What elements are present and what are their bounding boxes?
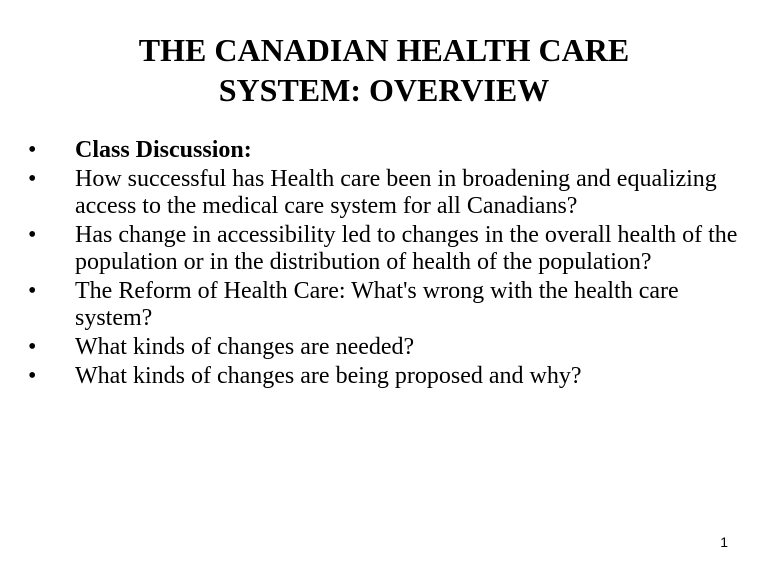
bullet-text: What kinds of changes are needed? <box>75 334 415 360</box>
bullet-icon: • <box>28 137 37 163</box>
slide-title <box>0 30 768 110</box>
bullet-icon: • <box>28 334 37 360</box>
bullet-text: Class Discussion: <box>75 137 252 163</box>
title-line-2: SYSTEM: OVERVIEW <box>218 72 550 108</box>
bullet-text: Has change in accessibility led to changes in the overall health of the population or in the distribution of health of the population? <box>75 222 738 275</box>
page-number: 1 <box>720 534 728 550</box>
list-item <box>28 222 748 276</box>
bullet-icon: • <box>28 278 37 304</box>
list-item <box>28 334 748 361</box>
list-item <box>28 278 748 332</box>
bullet-text: How successful has Health care been in broadening and equalizing access to the medical care system for all Canadians? <box>75 166 717 219</box>
bullet-icon: • <box>28 222 37 248</box>
bullet-icon: • <box>28 363 37 389</box>
bullet-text: What kinds of changes are being proposed and why? <box>75 363 582 389</box>
bullet-list <box>28 137 748 392</box>
bullet-text: The Reform of Health Care: What's wrong with the health care system? <box>75 278 679 331</box>
list-item <box>28 166 748 220</box>
list-item <box>28 363 748 390</box>
title-line-1: THE CANADIAN HEALTH CARE <box>138 32 630 68</box>
bullet-icon: • <box>28 166 37 192</box>
list-item <box>28 137 748 164</box>
